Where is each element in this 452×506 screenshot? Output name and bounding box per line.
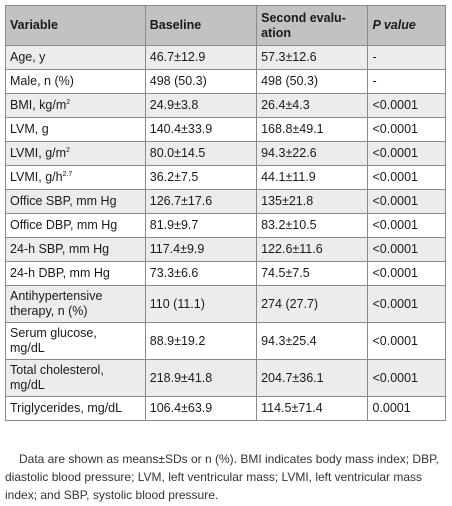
- cell-variable-text: Male, n (%): [10, 74, 74, 88]
- cell-p-value-text: <0.0001: [372, 370, 419, 385]
- cell-variable-text: Total cholesterol, mg/dL: [10, 363, 104, 392]
- cell-p-value-text: <0.0001: [372, 170, 419, 184]
- cell-baseline: [145, 397, 256, 421]
- unit-superscript: 2: [66, 98, 71, 106]
- cell-baseline-text: 24.9±3.8: [149, 98, 199, 112]
- cell-variable-text: Triglycerides, mg/dL: [10, 401, 123, 415]
- header-p-value: [368, 6, 446, 46]
- cell-p-value: [368, 142, 446, 166]
- table-header-row: [6, 6, 446, 46]
- cell-baseline: [145, 70, 256, 94]
- cell-variable-text: LVM, g: [10, 122, 49, 136]
- table-row: [6, 286, 446, 323]
- cell-variable: [6, 214, 146, 238]
- cell-p-value-text: <0.0001: [372, 218, 419, 232]
- cell-variable-text: LVMI, g/m: [10, 146, 67, 160]
- cell-variable: [6, 70, 146, 94]
- cell-baseline: [145, 142, 256, 166]
- cell-second-evaluation: [257, 286, 368, 323]
- table-row: [6, 142, 446, 166]
- table-row: [6, 166, 446, 190]
- header-second-evaluation-text: Second evalu- ation: [261, 10, 346, 40]
- unit-superscript: 2.7: [62, 170, 73, 178]
- cell-baseline: [145, 118, 256, 142]
- cell-variable-text: 24-h DBP, mm Hg: [10, 266, 110, 280]
- cell-p-value-text: <0.0001: [372, 98, 419, 112]
- table-row: [6, 70, 446, 94]
- cell-variable: [6, 190, 146, 214]
- cell-baseline-text: 110 (11.1): [149, 296, 205, 311]
- cell-p-value-text: <0.0001: [372, 122, 419, 136]
- cell-variable: [6, 360, 146, 397]
- table-row: [6, 46, 446, 70]
- cell-second-evaluation: [257, 142, 368, 166]
- table-row: [6, 94, 446, 118]
- cell-p-value: [368, 166, 446, 190]
- cell-baseline-text: 73.3±6.6: [149, 266, 199, 280]
- cell-p-value-text: <0.0001: [372, 242, 419, 256]
- cell-p-value-text: -: [372, 50, 377, 64]
- cell-second-evaluation-text: 498 (50.3): [261, 74, 319, 88]
- header-variable-text: Variable: [10, 18, 58, 32]
- cell-baseline-text: 88.9±19.2: [149, 333, 206, 348]
- cell-second-evaluation: [257, 166, 368, 190]
- cell-second-evaluation-text: 83.2±10.5: [261, 218, 317, 232]
- cell-p-value: [368, 286, 446, 323]
- cell-variable: [6, 166, 146, 190]
- cell-second-evaluation: [257, 70, 368, 94]
- cell-variable: [6, 323, 146, 360]
- cell-variable: [6, 286, 146, 323]
- cell-baseline: [145, 190, 256, 214]
- header-variable: [6, 6, 146, 46]
- cell-p-value: [368, 238, 446, 262]
- table-row: [6, 397, 446, 421]
- cell-second-evaluation: [257, 262, 368, 286]
- cell-second-evaluation: [257, 190, 368, 214]
- cell-p-value-text: <0.0001: [372, 296, 419, 311]
- data-table-container: [5, 5, 446, 421]
- cell-baseline: [145, 214, 256, 238]
- cell-baseline-text: 117.4±9.9: [149, 242, 205, 256]
- header-second-evaluation: [257, 6, 368, 46]
- cell-baseline-text: 218.9±41.8: [149, 370, 213, 385]
- cell-second-evaluation-text: 94.3±25.4: [261, 333, 317, 348]
- cell-second-evaluation: [257, 397, 368, 421]
- cell-p-value: [368, 70, 446, 94]
- cell-baseline-text: 140.4±33.9: [149, 122, 213, 136]
- table-row: [6, 118, 446, 142]
- table-row: [6, 360, 446, 397]
- cell-baseline: [145, 94, 256, 118]
- cell-second-evaluation-text: 57.3±12.6: [261, 50, 317, 64]
- cell-second-evaluation: [257, 46, 368, 70]
- table-row: [6, 190, 446, 214]
- cell-baseline-text: 80.0±14.5: [149, 146, 206, 160]
- cell-second-evaluation-text: 204.7±36.1: [261, 370, 324, 385]
- cell-p-value: [368, 397, 446, 421]
- cell-variable-text: Age, y: [10, 50, 46, 64]
- cell-variable: [6, 262, 146, 286]
- header-baseline: [145, 6, 256, 46]
- cell-p-value: [368, 46, 446, 70]
- cell-second-evaluation-text: 135±21.8: [261, 194, 314, 208]
- table-row: [6, 238, 446, 262]
- unit-superscript: 2: [66, 146, 70, 154]
- cell-baseline: [145, 360, 256, 397]
- cell-second-evaluation-text: 44.1±11.9: [261, 170, 316, 184]
- cell-p-value: [368, 118, 446, 142]
- cell-variable-text: Serum glucose, mg/dL: [10, 326, 97, 355]
- cell-second-evaluation: [257, 323, 368, 360]
- cell-variable-text: 24-h SBP, mm Hg: [10, 242, 110, 256]
- cell-baseline: [145, 166, 256, 190]
- cell-second-evaluation: [257, 238, 368, 262]
- header-p-value-text: P value: [372, 18, 416, 32]
- cell-baseline-text: 36.2±7.5: [149, 170, 199, 184]
- cell-second-evaluation: [257, 214, 368, 238]
- cell-p-value: [368, 262, 446, 286]
- cell-variable: [6, 142, 146, 166]
- cell-p-value-text: <0.0001: [372, 146, 419, 160]
- cell-variable-text: Office DBP, mm Hg: [10, 218, 118, 232]
- cell-second-evaluation-text: 114.5±71.4: [261, 401, 323, 415]
- cell-p-value-text: <0.0001: [372, 266, 419, 280]
- data-table: [5, 5, 446, 421]
- cell-p-value-text: 0.0001: [372, 401, 411, 415]
- cell-variable-text: LVMI, g/h: [10, 170, 63, 184]
- cell-variable-text: Antihypertensive therapy, n (%): [10, 289, 103, 318]
- table-row: [6, 214, 446, 238]
- cell-p-value-text: <0.0001: [372, 333, 419, 348]
- cell-p-value-text: <0.0001: [372, 194, 419, 208]
- cell-variable: [6, 238, 146, 262]
- cell-baseline-text: 81.9±9.7: [149, 218, 199, 232]
- cell-second-evaluation: [257, 118, 368, 142]
- table-row: [6, 262, 446, 286]
- table-footnote: Data are shown as means±SDs or n (%). BMI indicates body mass index; DBP, diastolic blood pressure; LVM, left ventricular mass; LVMI, left ventricular mass index; and SBP, systolic blood pressure.: [5, 452, 439, 502]
- cell-baseline-text: 498 (50.3): [149, 74, 207, 88]
- cell-baseline: [145, 46, 256, 70]
- cell-variable: [6, 94, 146, 118]
- cell-p-value: [368, 214, 446, 238]
- cell-second-evaluation-text: 74.5±7.5: [261, 266, 310, 280]
- cell-second-evaluation: [257, 94, 368, 118]
- cell-second-evaluation-text: 26.4±4.3: [261, 98, 310, 112]
- cell-second-evaluation-text: 94.3±22.6: [261, 146, 317, 160]
- cell-baseline: [145, 323, 256, 360]
- cell-variable: [6, 397, 146, 421]
- cell-p-value: [368, 360, 446, 397]
- cell-baseline-text: 46.7±12.9: [149, 50, 206, 64]
- cell-baseline: [145, 262, 256, 286]
- cell-second-evaluation-text: 274 (27.7): [261, 296, 319, 311]
- cell-variable-text: Office SBP, mm Hg: [10, 194, 117, 208]
- cell-p-value-text: -: [372, 74, 377, 88]
- cell-baseline: [145, 238, 256, 262]
- cell-baseline: [145, 286, 256, 323]
- cell-baseline-text: 106.4±63.9: [149, 401, 213, 415]
- cell-second-evaluation-text: 168.8±49.1: [261, 122, 324, 136]
- header-baseline-text: Baseline: [149, 18, 202, 32]
- cell-variable: [6, 118, 146, 142]
- cell-baseline-text: 126.7±17.6: [149, 194, 213, 208]
- cell-second-evaluation: [257, 360, 368, 397]
- table-body: [6, 46, 446, 421]
- cell-p-value: [368, 190, 446, 214]
- cell-second-evaluation-text: 122.6±11.6: [261, 242, 323, 256]
- table-row: [6, 323, 446, 360]
- cell-variable: [6, 46, 146, 70]
- cell-p-value: [368, 323, 446, 360]
- cell-variable-text: BMI, kg/m: [10, 98, 67, 112]
- cell-p-value: [368, 94, 446, 118]
